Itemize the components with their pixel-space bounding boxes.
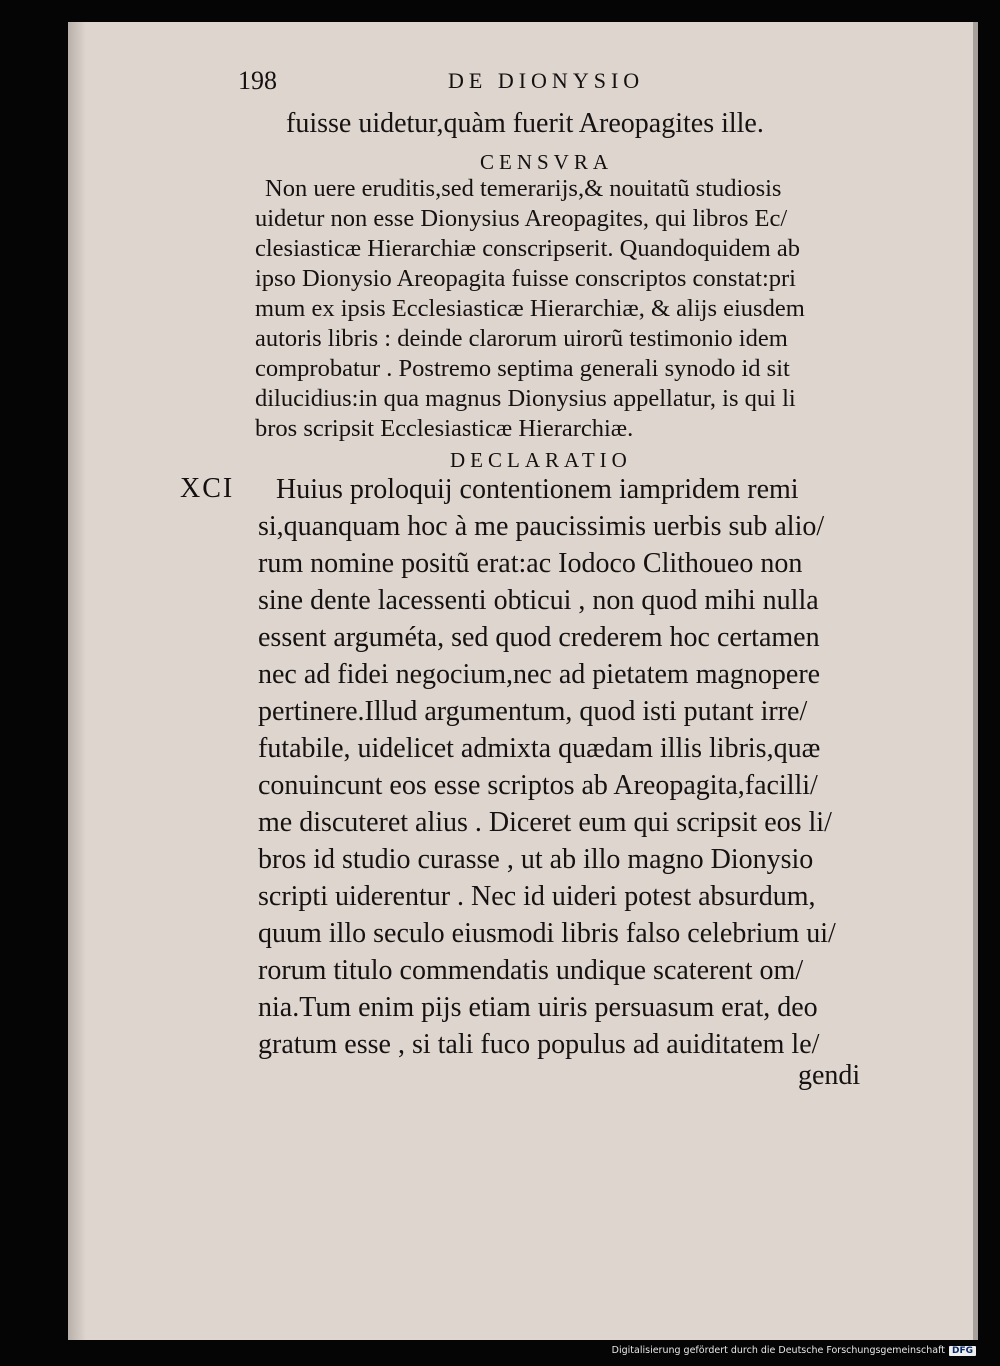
declaratio-heading: DECLARATIO <box>450 448 632 472</box>
digitization-footer <box>612 1345 976 1356</box>
declaratio-line: Huius proloquij contentionem iampridem remi <box>276 474 799 505</box>
footer-credit-text: Digitalisierung gefördert durch die Deutsche Forschungsgemeinschaft <box>611 1345 945 1356</box>
opening-line: fuisse uidetur,quàm fuerit Areopagites ille. <box>286 108 764 139</box>
declaratio-line: gratum esse , si tali fuco populus ad auiditatem le/ <box>258 1029 820 1060</box>
censura-line: autoris libris : deinde clarorum uirorũ testimonio idem <box>255 325 788 352</box>
declaratio-line: essent arguméta, sed quod crederem hoc certamen <box>258 622 820 653</box>
declaratio-line: sine dente lacessenti obticui , non quod mihi nulla <box>258 585 819 616</box>
declaratio-line: quum illo seculo eiusmodi libris falso celebrium ui/ <box>258 918 836 949</box>
declaratio-line: conuincunt eos esse scriptos ab Areopagita,facilli/ <box>258 770 818 801</box>
declaratio-line: si,quanquam hoc à me paucissimis uerbis sub alio/ <box>258 511 825 542</box>
censura-line: clesiasticæ Hierarchiæ conscripserit. Quandoquidem ab <box>255 235 800 262</box>
catchword: gendi <box>798 1060 861 1091</box>
folio-number: 198 <box>238 66 277 95</box>
declaratio-line: futabile, uidelicet admixta quædam illis libris,quæ <box>258 733 821 764</box>
censura-line: Non uere eruditis,sed temerarijs,& nouitatũ studiosis <box>265 175 782 202</box>
censura-heading: CENSVRA <box>480 150 614 174</box>
censura-line: mum ex ipsis Ecclesiasticæ Hierarchiæ, & alijs eiusdem <box>255 295 805 322</box>
marginal-number: XCI <box>180 473 235 504</box>
declaratio-line: rorum titulo commendatis undique scaterent om/ <box>258 955 804 986</box>
declaratio-line: rum nomine positũ erat:ac Iodoco Clithoueo non <box>258 548 803 579</box>
declaratio-line: me discuteret alius . Diceret eum qui scripsit eos li/ <box>258 807 832 838</box>
declaratio-line: nec ad fidei negocium,nec ad pietatem magnopere <box>258 659 821 690</box>
declaratio-line: scripti uiderentur . Nec id uideri potest absurdum, <box>258 881 816 912</box>
declaratio-line: bros id studio curasse , ut ab illo magno Dionysio <box>258 844 814 875</box>
censura-line: ipso Dionysio Areopagita fuisse conscriptos constat:pri <box>255 265 796 292</box>
censura-line: uidetur non esse Dionysius Areopagites, qui libros Ec/ <box>255 205 788 232</box>
declaratio-line: pertinere.Illud argumentum, quod isti putant irre/ <box>258 696 808 727</box>
running-title: DE DIONYSIO <box>448 68 645 93</box>
censura-line: dilucidius:in qua magnus Dionysius appellatur, is qui li <box>255 385 796 412</box>
declaratio-line: nia.Tum enim pijs etiam uiris persuasum erat, deo <box>258 992 818 1023</box>
censura-line: comprobatur . Postremo septima generali synodo id sit <box>255 355 790 382</box>
page-gutter-shadow <box>68 22 86 1340</box>
page-header <box>238 66 678 96</box>
dfg-logo: DFG <box>949 1346 976 1356</box>
censura-line: bros scripsit Ecclesiasticæ Hierarchiæ. <box>255 415 634 442</box>
